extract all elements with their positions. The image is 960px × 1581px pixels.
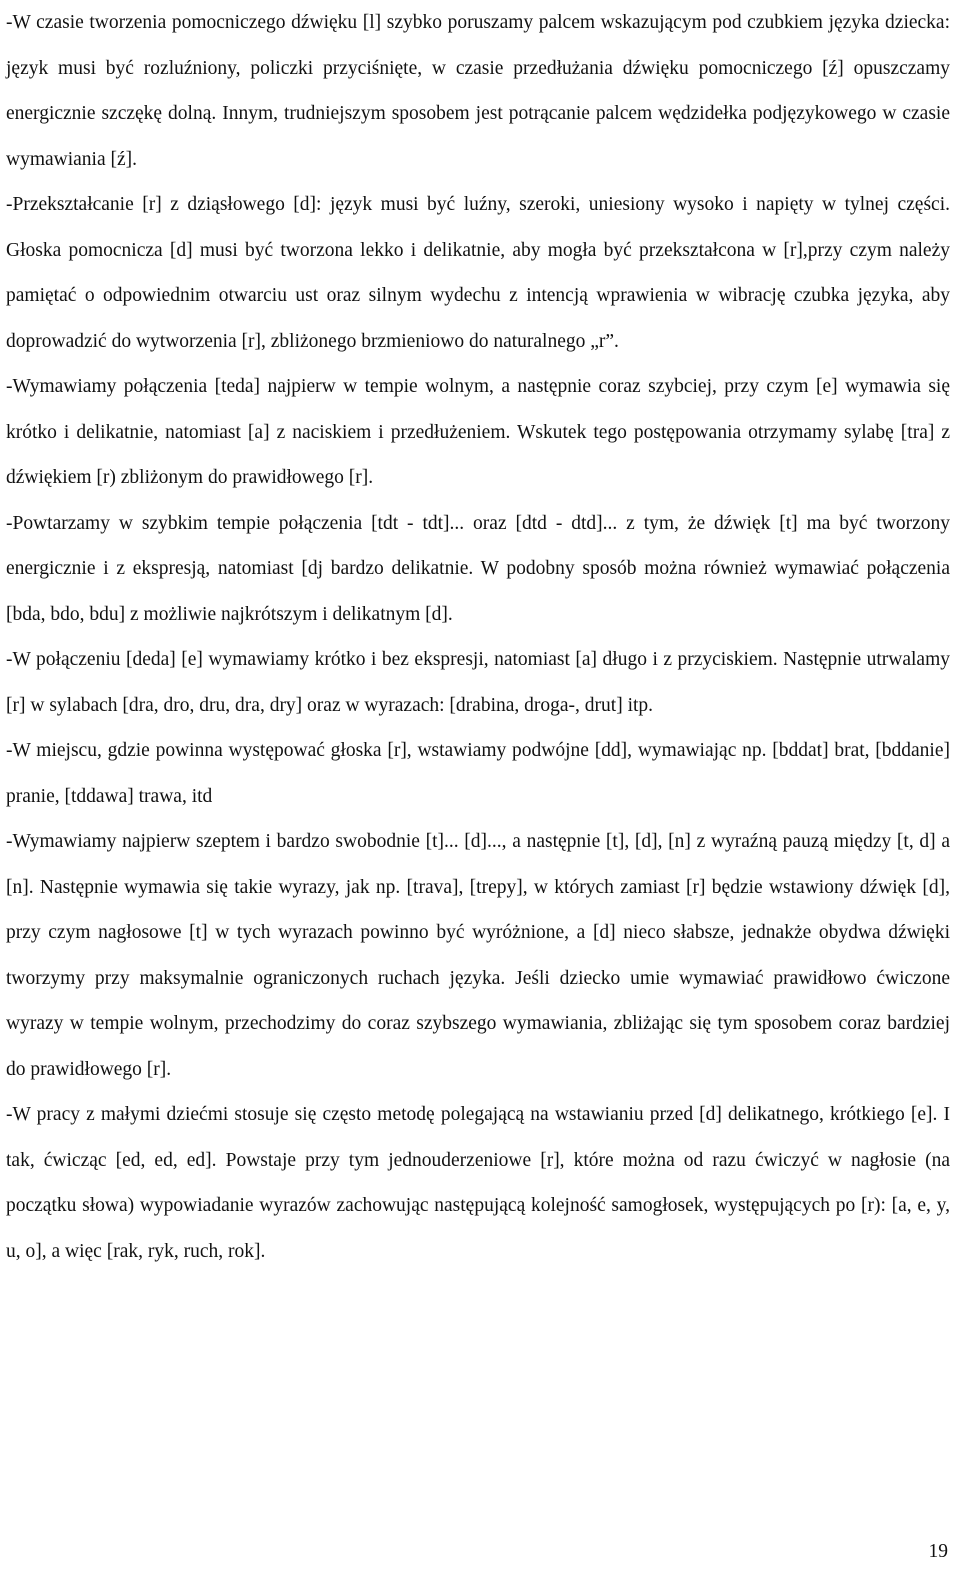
paragraph-male-dzieci: -W pracy z małymi dziećmi stosuje się często metodę polegającą na wstawianiu przed [d] delikatnego, krótkiego [e]. I tak, ćwicząc [ed, ed, ed]. Powstaje przy tym jednouderzeniowe [r], które można od razu ćwiczyć w nagłosie (na początku słowa) wypowiadanie wyrazów zachowując następującą kolejność samogłosek, występujących po [r): [a, e, y, u, o], a więc [rak, ryk, ruch, rok]. (6, 1104, 950, 1262)
paragraph-deda: -W połączeniu [deda] [e] wymawiamy krótko i bez ekspresji, natomiast [a] długo i z przyciskiem. Następnie utrwalamy [r] w sylabach [dra, dro, dru, dra, dry] oraz w wyrazach: [drabina, droga-, drut] itp. (6, 649, 950, 716)
document-body (6, 0, 950, 1274)
paragraph-pomocniczy-dzwiek-l: -W czasie tworzenia pomocniczego dźwięku [l] szybko poruszamy palcem wskazującym pod czubkiem języka dziecka: język musi być rozluźniony, policzki przyciśnięte, w czasie przedłużania dźwięku pomocniczego [ź] opuszczamy energicznie szczękę dolną. Innym, trudniejszym sposobem jest potrącanie palcem wędzidełka podjęzykowego w czasie wymawiania [ź]. (6, 12, 950, 170)
paragraph-tdt-dtd: -Powtarzamy w szybkim tempie połączenia [tdt - tdt]... oraz [dtd - dtd]... z tym, że dźwięk [t] ma być tworzony energicznie i z ekspresją, natomiast [dj bardzo delikatnie. W podobny sposób można również wymawiać połączenia [bda, bdo, bdu] z możliwie najkrótszym i delikatnym [d]. (6, 512, 950, 625)
page-number: 19 (928, 1541, 948, 1562)
paragraph-podwojne-dd: -W miejscu, gdzie powinna występować głoska [r], wstawiamy podwójne [dd], wymawiając np. [bddat] brat, [bddanie] pranie, [tddawa] trawa, itd (6, 740, 950, 807)
paragraph-przeksztalcanie-r: -Przekształcanie [r] z dziąsłowego [d]: język musi być luźny, szeroki, uniesiony wysoko i napięty w tylnej części. Głoska pomocnicza [d] musi być tworzona lekko i delikatnie, aby mogła być przekształcona w [r],przy czym należy pamiętać o odpowiednim otwarciu ust oraz silnym wydechu z intencją wprawienia w wibrację czubka języka, aby doprowadzić do wytworzenia [r], zbliżonego brzmieniowo do naturalnego „r”. (6, 194, 950, 352)
paragraph-szeptem: -Wymawiamy najpierw szeptem i bardzo swobodnie [t]... [d]..., a następnie [t], [d], [n] z wyraźną pauzą między [t, d] a [n]. Następnie wymawia się takie wyrazy, jak np. [trava], [trepy], w których zamiast [r] będzie wstawiony dźwięk [d], przy czym nagłosowe [t] w tych wyrazach powinno być wyróżnione, a [d] nieco słabsze, jednakże obydwa dźwięki tworzymy przy maksymalnie ograniczonych ruchach języka. Jeśli dziecko umie wymawiać prawidłowo ćwiczone wyrazy w tempie wolnym, przechodzimy do coraz szybszego wymawiania, zbliżając się tym sposobem coraz bardziej do prawidłowego [r]. (6, 831, 950, 1080)
paragraph-polaczenia-teda: -Wymawiamy połączenia [teda] najpierw w tempie wolnym, a następnie coraz szybciej, przy czym [e] wymawia się krótko i delikatnie, natomiast [a] z naciskiem i przedłużeniem. Wskutek tego postępowania otrzymamy sylabę [tra] z dźwiękiem [r) zbliżonym do prawidłowego [r]. (6, 376, 950, 488)
